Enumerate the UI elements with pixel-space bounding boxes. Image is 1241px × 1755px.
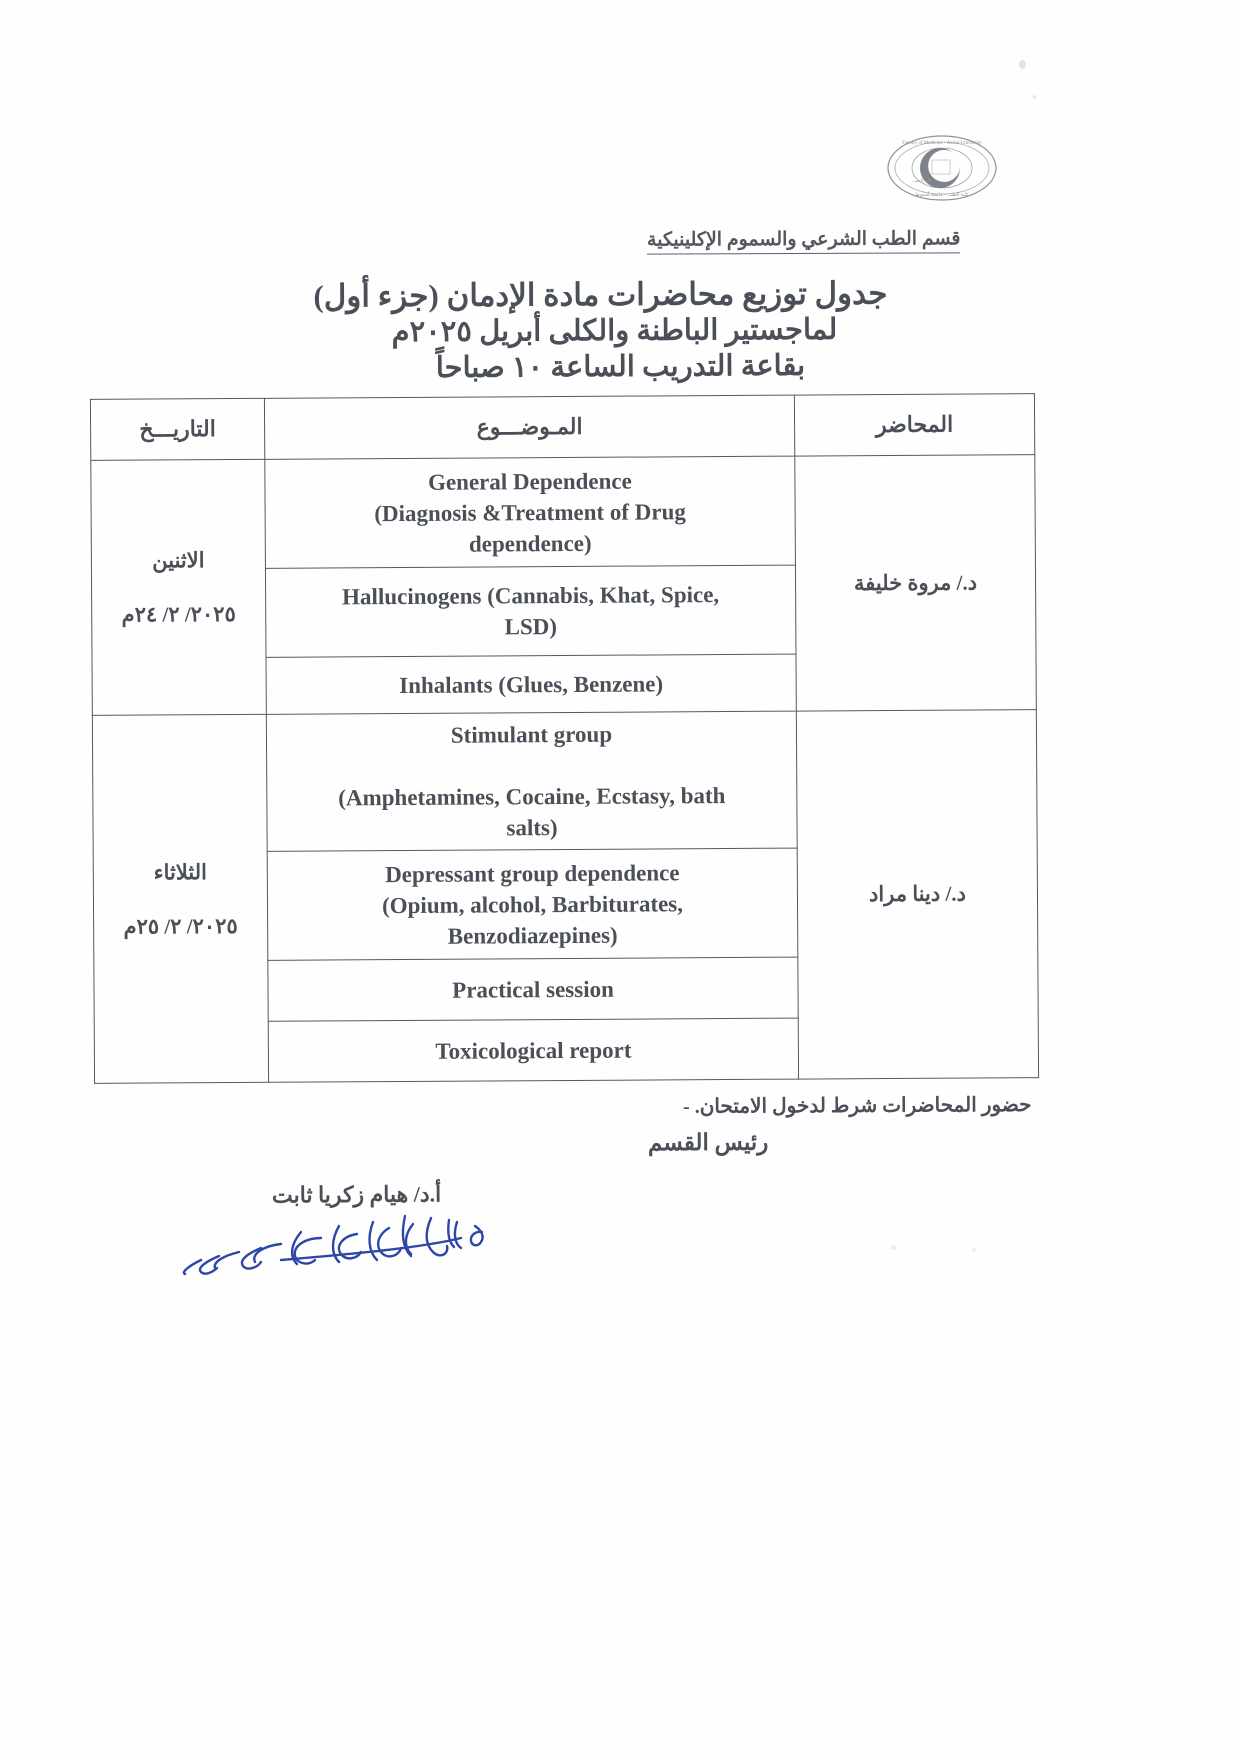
table-row — [92, 710, 1037, 853]
topic-line: Toxicological report — [435, 1037, 632, 1064]
topic-cell-g0-t2 — [266, 654, 796, 714]
topic-line: LSD) — [504, 614, 558, 640]
scan-speck — [891, 1245, 896, 1250]
table-header-row — [90, 394, 1034, 461]
document-title — [0, 277, 1241, 385]
date-day: الثلاثاء — [153, 859, 207, 885]
lecturer-cell-group-1: د./ دينا مراد — [796, 710, 1038, 1079]
topic-line: General Dependence — [427, 468, 632, 495]
date-cell-group-1 — [92, 714, 268, 1083]
schedule-table-wrapper — [90, 393, 1039, 1084]
date-value: ٢٠٢٥/ ٢/ ٢٤م — [121, 602, 236, 627]
topic-line: (Amphetamines, Cocaine, Ecstasy, bath — [338, 783, 726, 811]
topic-cell-g1-t3 — [268, 1018, 798, 1082]
department-line: قسم الطب الشرعي والسموم الإكلينيكية — [646, 227, 960, 254]
header-subject: المـوضـــوع — [264, 395, 794, 459]
topic-line: Inhalants (Glues, Benzene) — [399, 670, 664, 698]
title-line-2: لماجستير الباطنة والكلى أبريل ٢٠٢٥م — [391, 313, 838, 349]
topic-line: dependence) — [468, 530, 592, 557]
schedule-table — [90, 393, 1039, 1084]
topic-line: Practical session — [452, 976, 614, 1003]
header-date: التاريـــخ — [90, 398, 264, 460]
date-day: الاثنين — [152, 548, 205, 573]
signature-mark — [161, 1208, 521, 1288]
topic-line: Benzodiazepines) — [447, 922, 618, 949]
head-of-department-name: أ.د/ هيام زكريا ثابت — [271, 1181, 442, 1208]
date-value: ٢٠٢٥/ ٢/ ٢٥م — [123, 913, 238, 939]
scan-speck — [972, 1248, 976, 1252]
topic-line: Stimulant group — [450, 721, 613, 748]
title-line-3: بقاعة التدريب الساعة ١٠ صباحاً — [435, 349, 806, 385]
topic-cell-g1-t2 — [268, 957, 798, 1021]
title-line-1: جدول توزيع محاضرات مادة الإدمان (جزء أول) — [313, 275, 888, 314]
header-lecturer: المحاضر — [794, 394, 1034, 456]
scan-speck — [1033, 95, 1036, 99]
svg-text:Faculty of Medicine - Assiut U: Faculty of Medicine - Assiut University — [902, 141, 982, 146]
date-cell-group-0 — [91, 459, 267, 715]
topic-cell-g0-t0 — [265, 456, 796, 568]
topic-cell-g1-t1 — [267, 848, 798, 960]
svg-text:كلية الطب - جامعة أسيوط: كلية الطب - جامعة أسيوط — [915, 193, 969, 198]
topic-cell-g0-t1 — [265, 565, 796, 657]
attendance-note — [664, 1092, 1031, 1119]
scan-speck — [1019, 60, 1026, 69]
head-of-department-role: رئيس القسم — [647, 1129, 769, 1156]
topic-line: (Diagnosis &Treatment of Drug — [374, 498, 686, 526]
topic-cell-g1-t0 — [266, 711, 797, 851]
note-dash: - — [682, 1095, 690, 1118]
topic-line: (Opium, alcohol, Barbiturates, — [381, 890, 684, 918]
topic-line: Hallucinogens (Cannabis, Khat, Spice, — [342, 582, 720, 610]
topic-line: Depressant group dependence — [385, 859, 680, 887]
topic-line: salts) — [506, 815, 558, 841]
lecturer-cell-group-0: د./ مروة خليفة — [795, 455, 1037, 711]
faculty-seal-logo — [886, 134, 998, 202]
table-row — [91, 455, 1036, 570]
note-text: حضور المحاضرات شرط لدخول الامتحان. — [694, 1094, 1032, 1118]
svg-text:كلية الطب: كلية الطب — [912, 178, 932, 183]
